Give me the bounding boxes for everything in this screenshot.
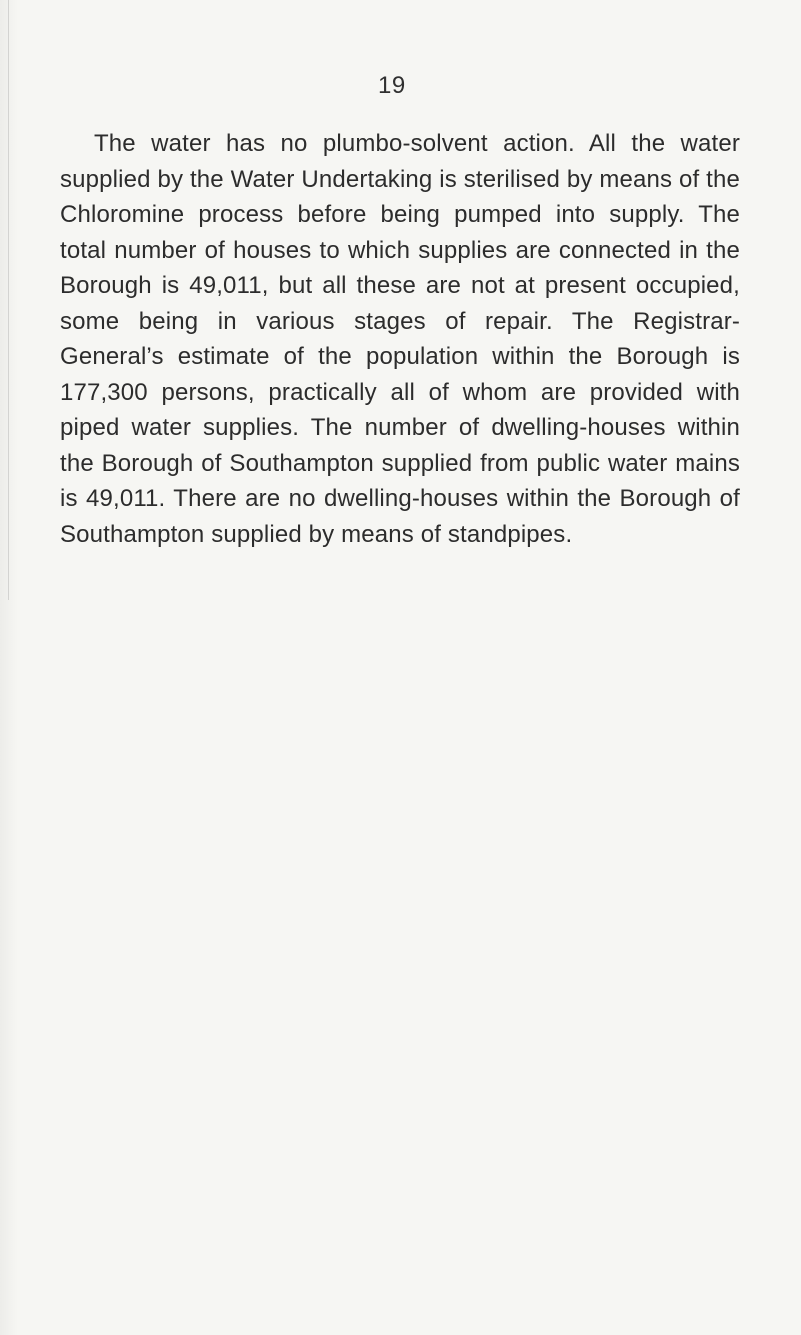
paragraph-text: The water has no plumbo-solvent action. All the water supplied by the Water Undertaking is sterilised by means of the Chloromine process before being pumped into supply. The total number of houses to which supplies are connected in the Borough is 49,011, but all these are not at present occupied, some being in various stages of repair. The Registrar-General’s estimate of the population within the Borough is 177,300 persons, practically all of whom are provided with piped water supplies. The number of dwelling-houses within the Borough of Southampton supplied from public water mains is 49,011. There are no dwelling-houses within the Borough of Southampton supplied by means of standpipes.: [60, 130, 740, 548]
page-number: 19: [378, 72, 406, 99]
binding-edge-rule: [8, 0, 9, 600]
body-paragraph: [60, 126, 740, 552]
